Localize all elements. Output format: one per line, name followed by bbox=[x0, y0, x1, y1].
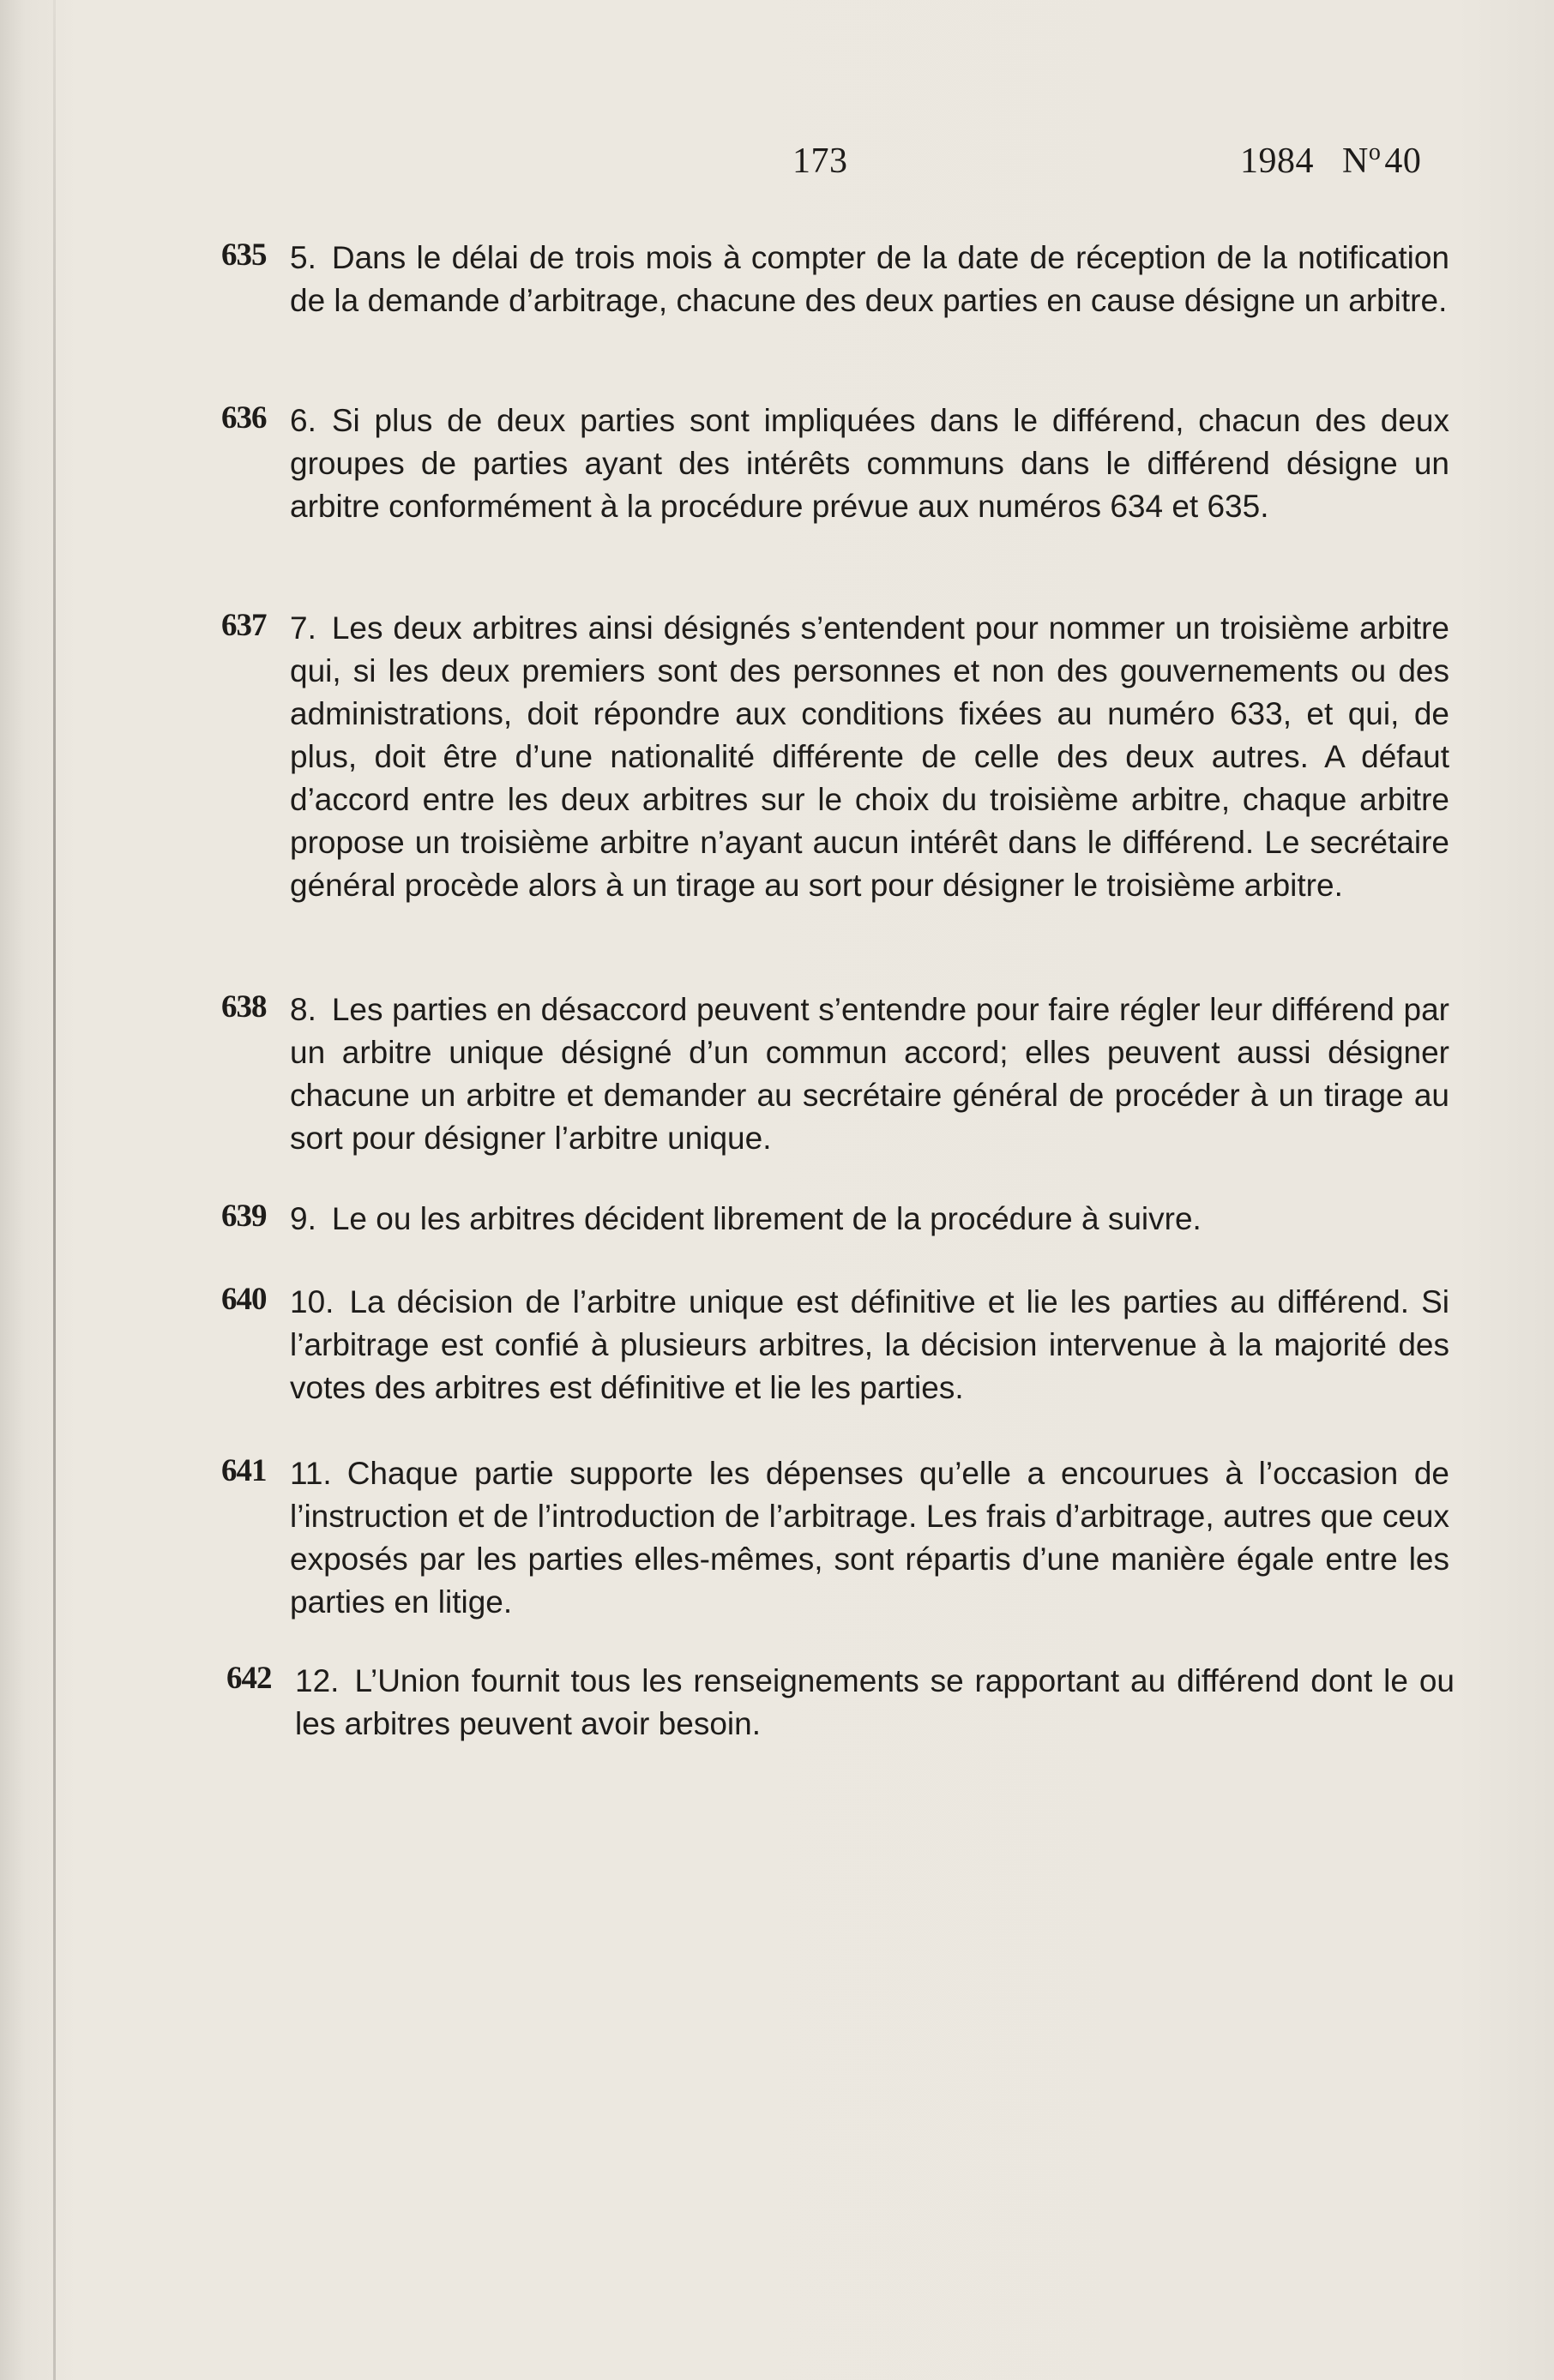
section-text bbox=[290, 1452, 1449, 1624]
section-ref: 638 bbox=[221, 989, 267, 1025]
paragraph-body: Dans le délai de trois mois à compter de la date de réception de la notification de la demande d’arbitrage, chacune des deux parties en cause désigne un arbitre. bbox=[290, 240, 1449, 318]
paragraph-body: Les parties en désaccord peuvent s’entendre pour faire régler leur différend par un arbitre unique désigné d’un commun accord; elles peuvent aussi désigner chacune un arbitre et demander au secrétaire général de procéder à un tirage au sort pour désigner l’arbitre unique. bbox=[290, 992, 1449, 1156]
section-ref: 642 bbox=[226, 1661, 272, 1696]
year: 1984 bbox=[1240, 141, 1314, 181]
paragraph-body: L’Union fournit tous les renseignements se rapportant au différend dont le ou les arbitres peuvent avoir besoin. bbox=[295, 1663, 1455, 1741]
section-text bbox=[290, 237, 1449, 322]
section-text bbox=[290, 989, 1449, 1160]
section-ref: 636 bbox=[221, 400, 267, 436]
paragraph-number: 5. bbox=[290, 240, 316, 275]
section-text bbox=[290, 1281, 1449, 1409]
section-ref: 641 bbox=[221, 1453, 267, 1488]
section-text bbox=[290, 1198, 1449, 1241]
paragraph-number: 9. bbox=[290, 1201, 316, 1236]
paragraph-body: Si plus de deux parties sont impliquées dans le différend, chacun des deux groupes de parties ayant des intérêts communs dans le différend désigne un arbitre conformément à la procédure prévue aux numéros 634 et 635. bbox=[290, 403, 1449, 524]
paragraph-number: 8. bbox=[290, 992, 316, 1027]
section-ref: 637 bbox=[221, 608, 267, 643]
paragraph-body: Les deux arbitres ainsi désignés s’entendent pour nommer un troisième arbitre qui, si les deux premiers sont des personnes et non des gouvernements ou des administrations, doit répondre aux conditions fixées au numéro 633, et qui, de plus, doit être d’une nationalité différente de celle des deux autres. A défaut d’accord entre les deux arbitres sur le choix du troisième arbitre, chaque arbitre propose un troisième arbitre n’ayant aucun intérêt dans le différend. Le secrétaire général procède alors à un tirage au sort pour désigner le troisième arbitre. bbox=[290, 610, 1449, 903]
paragraph-number: 10. bbox=[290, 1284, 334, 1319]
number-label: $N^o$ bbox=[1342, 139, 1382, 181]
page-header bbox=[0, 141, 1554, 192]
section-ref: 640 bbox=[221, 1282, 267, 1317]
paragraph-number: 7. bbox=[290, 610, 316, 646]
section-text bbox=[290, 607, 1449, 907]
section-ref: 635 bbox=[221, 237, 267, 273]
paragraph-number: 11. bbox=[290, 1456, 332, 1491]
paragraph-number: 12. bbox=[295, 1663, 340, 1698]
paragraph-body: Le ou les arbitres décident librement de la procédure à suivre. bbox=[331, 1201, 1202, 1236]
binding-edge bbox=[53, 0, 56, 2380]
section-text bbox=[295, 1660, 1455, 1746]
section-ref: 639 bbox=[221, 1199, 267, 1234]
section-text bbox=[290, 400, 1449, 528]
paragraph-body: La décision de l’arbitre unique est définitive et lie les parties au différend. Si l’arbitrage est confié à plusieurs arbitres, la décision intervenue à la majorité des votes des arbitres est définitive et lie les parties. bbox=[290, 1284, 1449, 1405]
document-reference bbox=[1240, 141, 1421, 182]
paragraph-body: Chaque partie supporte les dépenses qu’elle a encourues à l’occasion de l’instruction et de l’introduction de l’arbitrage. Les frais d’arbitrage, autres que ceux exposés par les parties elles-mêmes, sont répartis d’une manière égale entre les parties en litige. bbox=[290, 1456, 1449, 1620]
page-number: 173 bbox=[792, 141, 848, 181]
paragraph-number: 6. bbox=[290, 403, 316, 438]
document-number: 40 bbox=[1384, 141, 1422, 181]
